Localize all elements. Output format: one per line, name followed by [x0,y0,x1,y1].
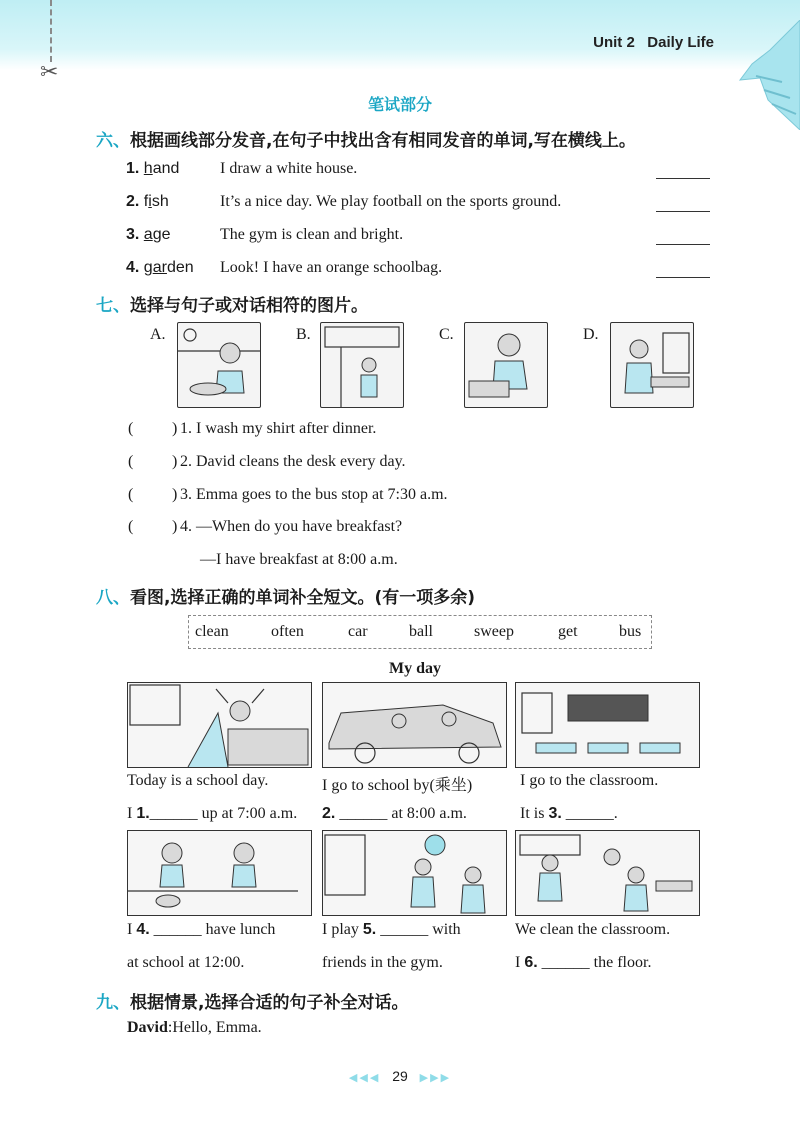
panel-text-pre: I play [322,921,363,938]
scissors-icon: ✂ [40,60,59,85]
car-illustration [323,683,506,767]
q7-number: 七、 [96,296,130,316]
blank-number: 4. [136,921,150,938]
word-bank-item: clean [195,623,229,640]
q7-text: 1. I wash my shirt after dinner. [180,420,377,437]
q9-instruction: 根据情景,选择合适的句子补全对话。 [130,993,409,1013]
panel-classroom [515,682,700,768]
q7-text: 4. —When do you have breakfast? [180,518,403,535]
answer-paren-close: ) [172,518,178,535]
panel-5-line-1 [322,921,461,939]
answer-blank[interactable]: ______ [541,954,590,971]
panel-text-post: have lunch [201,921,276,938]
q6-item-number: 2. [126,193,140,210]
q9-number: 九、 [96,993,130,1013]
word-bank-item: bus [619,623,642,640]
panel-text-post: at 8:00 a.m. [387,805,467,822]
pic-label-a: A. [150,326,166,343]
panel-2-line-2 [322,805,467,823]
panel-text-post: the floor. [589,954,652,971]
blank-number: 2. [322,805,336,822]
q6-sentence: The gym is clean and bright. [220,226,404,243]
pic-label-c: C. [439,326,454,343]
word-bank-item: get [558,623,578,640]
q8-number: 八、 [96,588,130,608]
dialogue-line [127,1019,262,1037]
page-footer [0,1068,800,1084]
word-bank [188,615,652,649]
q6-item-number: 1. [126,160,140,177]
panel-4-line-2: at school at 12:00. [127,954,245,971]
boy-cleaning-desk-illustration [611,323,693,407]
girl-eating-illustration [178,323,260,407]
panel-wake-up [127,682,312,768]
word-bank-item: ball [409,623,433,640]
answer-paren-open[interactable]: ( [128,420,134,437]
panel-1-line-2 [127,805,297,823]
panel-4-line-1 [127,921,275,939]
q6-sentence: I draw a white house. [220,160,358,177]
page-number: 29 [392,1068,408,1084]
q7-reply: —I have breakfast at 8:00 a.m. [200,551,398,568]
q6-item-number: 3. [126,226,140,243]
dialogue-text: Hello, Emma. [172,1019,262,1036]
q6-word-post: ge [152,226,171,243]
pic-label-b: B. [296,326,311,343]
q7-text: 3. Emma goes to the bus stop at 7:30 a.m. [180,486,448,503]
q6-word-post: and [152,160,180,177]
blank-number: 3. [548,805,562,822]
blank-number: 1. [136,805,150,822]
answer-blank[interactable] [656,244,710,245]
q6-sentence: Look! I have an orange schoolbag. [220,259,443,276]
answer-blank[interactable]: ______ [149,805,198,822]
gym-ball-illustration [323,831,506,915]
girl-waking-illustration [128,683,311,767]
answer-blank[interactable] [656,178,710,179]
pic-label-d: D. [583,326,599,343]
section-title: 笔试部分 [367,95,432,114]
answer-blank[interactable] [656,211,710,212]
q6-word-pre: g [143,259,153,276]
panel-3-line-2 [520,805,618,823]
left-arrows-icon: ◀◀◀ [348,1072,381,1084]
panel-text-pre: I [127,805,137,822]
q6-word-underlined: i [148,193,152,210]
q6-word [126,193,169,211]
story-title: My day [389,660,441,677]
q6-word [126,259,194,277]
classroom-illustration [516,683,699,767]
q8-heading [96,583,475,608]
answer-paren-open[interactable]: ( [128,518,134,535]
q6-word-post: den [166,259,194,276]
q7-text: 2. David cleans the desk every day. [180,453,406,470]
q9-heading [96,988,408,1013]
answer-blank[interactable]: ______ [565,805,614,822]
q6-word-post: sh [151,193,169,210]
q6-word-underlined: h [143,160,153,177]
answer-blank[interactable]: ______ [339,805,388,822]
answer-paren-open[interactable]: ( [128,486,134,503]
answer-paren-open[interactable]: ( [128,453,134,470]
q8-instruction: 看图,选择正确的单词补全短文。(有一项多余) [130,588,475,608]
answer-blank[interactable] [656,277,710,278]
speaker-name: David [127,1019,168,1036]
q6-number: 六、 [96,131,130,151]
panel-6-line-1: We clean the classroom. [515,921,671,938]
panel-3-line-1: I go to the classroom. [520,772,659,789]
q7-instruction: 选择与句子或对话相符的图片。 [130,296,368,316]
panel-text-pre: It is [520,805,549,822]
q6-word [126,226,171,244]
q6-word-underlined: a [143,226,153,243]
panel-text-pre: I [127,921,137,938]
answer-paren-close: ) [172,453,178,470]
panel-lunch [127,830,312,916]
answer-paren-close: ) [172,486,178,503]
q6-word [126,160,179,178]
answer-paren-close: ) [172,420,178,437]
blank-number: 6. [524,954,538,971]
blank-number: 5. [362,921,377,938]
speaker-colon: : [167,1019,173,1036]
panel-2-line-1: I go to school by(乘坐) [322,777,473,794]
word-bank-item: often [271,623,304,640]
answer-blank[interactable]: ______ [380,921,429,938]
panel-text-post: . [613,805,618,822]
boy-washing-illustration [465,323,547,407]
bus-stop-illustration [321,323,403,407]
panel-cleaning [515,830,700,916]
unit-title: Unit 2 Daily Life [593,34,714,51]
cleaning-illustration [516,831,699,915]
picture-b [320,322,404,408]
q6-item-number: 4. [126,259,140,276]
q7-heading [96,291,368,316]
picture-d [610,322,694,408]
q6-word-pre: f [143,193,149,210]
picture-c [464,322,548,408]
answer-blank[interactable]: ______ [153,921,202,938]
q6-heading [96,126,636,151]
panel-6-line-2 [515,954,651,972]
panel-gym [322,830,507,916]
picture-a [177,322,261,408]
panel-car [322,682,507,768]
panel-text-post: with [428,921,461,938]
q6-word-underlined: ar [152,259,167,276]
panel-5-line-2: friends in the gym. [322,954,443,971]
q6-sentence: It’s a nice day. We play football on the sports ground. [220,193,562,210]
lunch-illustration [128,831,311,915]
panel-1-line-1: Today is a school day. [127,772,269,789]
cut-line [50,0,52,62]
q6-instruction: 根据画线部分发音,在句子中找出含有相同发音的单词,写在横线上。 [130,131,636,151]
word-bank-item: car [348,623,368,640]
panel-text-post: up at 7:00 a.m. [197,805,298,822]
panel-text-pre: I [515,954,525,971]
word-bank-item: sweep [474,623,514,640]
right-arrows-icon: ▶▶▶ [419,1072,452,1084]
